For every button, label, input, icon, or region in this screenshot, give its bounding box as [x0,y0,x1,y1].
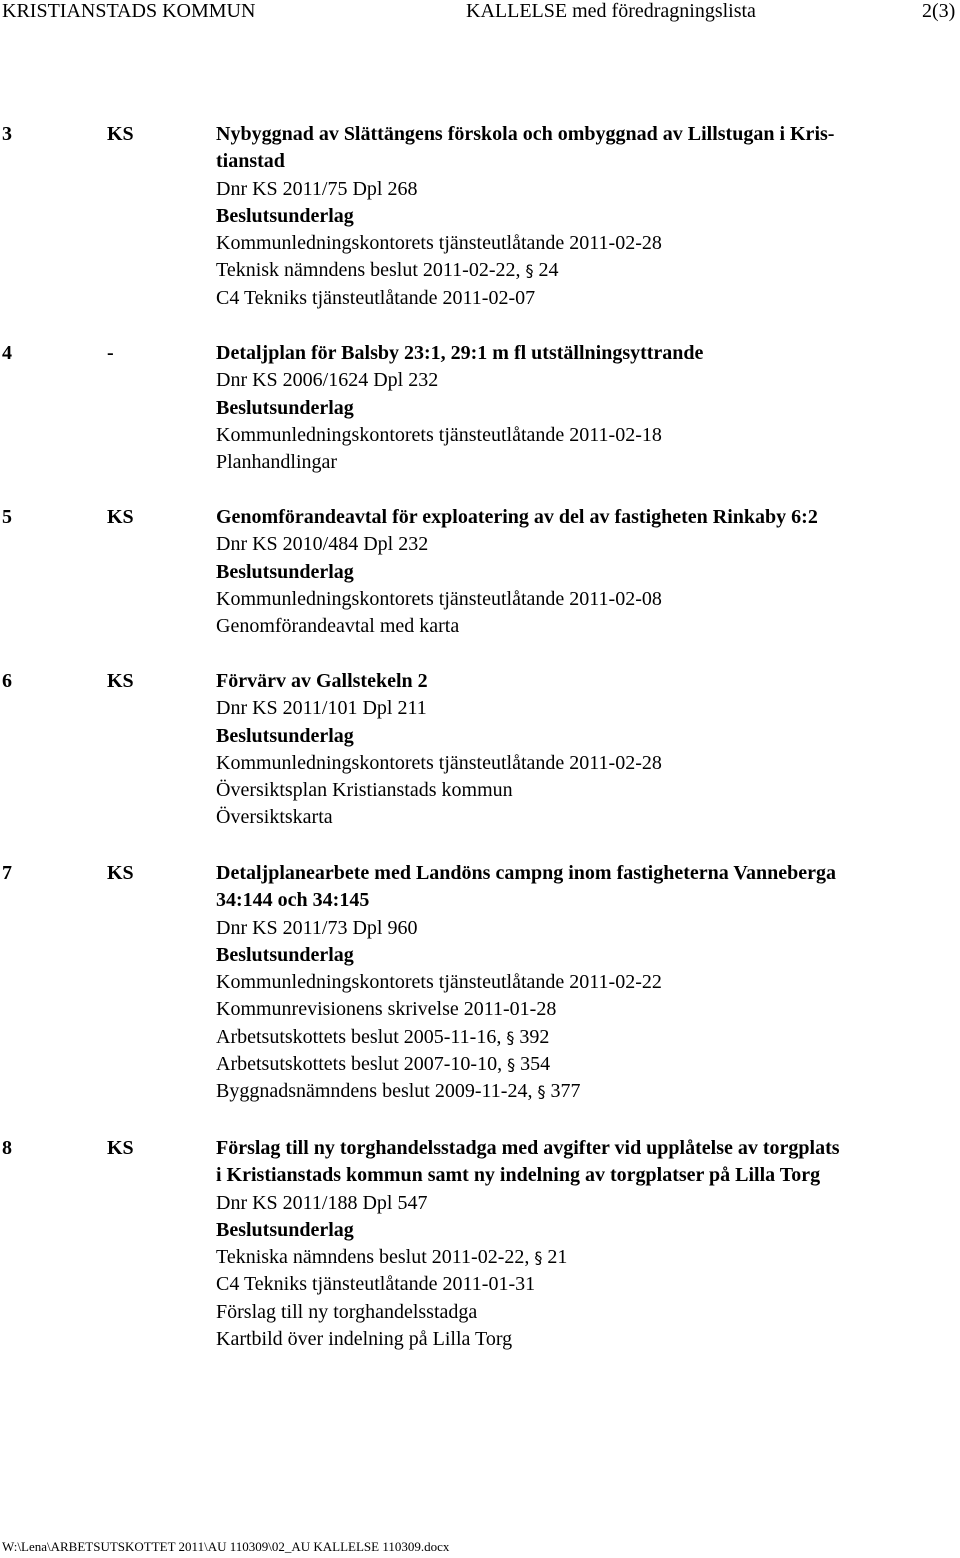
item-text-line [216,1299,960,1326]
item-content [216,121,960,312]
item-heading-line [216,1135,960,1162]
item-content [216,860,960,1106]
line-text: C4 Tekniks tjänsteutlåtande 2011-02-07 [216,286,536,309]
line-text: Översiktsplan Kristianstads kommun [216,779,513,802]
item-text-line [216,285,960,312]
item-heading-line [216,1217,960,1244]
line-text: Byggnadsnämndens beslut 2009-11-24, [216,1080,533,1103]
line-text: 34:144 och 34:145 [216,889,370,912]
item-body-code: KS [107,506,134,528]
item-heading-line [216,504,960,531]
line-text: i Kristianstads kommun samt ny indelning av torgplatser på Lilla Torg [216,1164,821,1187]
section-sign-icon: § [506,1027,515,1047]
item-text-line [216,531,960,558]
item-heading-line [216,340,960,367]
line-text: Förvärv av Gallstekeln 2 [216,670,428,692]
item-text-line [216,695,960,722]
line-text: Genomförandeavtal med karta [216,615,460,638]
line-text: Dnr KS 2010/484 Dpl 232 [216,533,429,556]
item-text-line [216,613,960,640]
line-text: Dnr KS 2011/188 Dpl 547 [216,1191,428,1214]
item-heading-line [216,559,960,586]
line-text: Dnr KS 2006/1624 Dpl 232 [216,369,439,392]
line-text: Beslutsunderlag [216,204,354,227]
section-sign-icon: § [534,1248,543,1268]
item-heading-line [216,1162,960,1189]
line-text: Förslag till ny torghandelsstadga [216,1300,478,1323]
item-content [216,340,960,476]
item-heading-line [216,723,960,750]
item-text-line [216,1051,960,1078]
item-heading-line [216,887,960,914]
item-heading-line [216,860,960,887]
line-text: Arbetsutskottets beslut 2007-10-10, [216,1053,503,1076]
line-text: Genomförandeavtal för exploatering av del av fastigheten Rinkaby 6:2 [216,506,818,528]
line-text: Kommunledningskontorets tjänsteutlåtande 2011-02-28 [216,232,662,255]
item-heading-line [216,121,960,148]
section-number: 21 [547,1246,568,1269]
line-text: Planhandlingar [216,451,338,474]
line-text: Dnr KS 2011/75 Dpl 268 [216,177,418,200]
section-number: 24 [538,259,559,282]
item-number: 5 [2,506,12,528]
item-text-line [216,915,960,942]
line-text: Översiktskarta [216,806,333,829]
item-heading-line [216,942,960,969]
item-text-line [216,230,960,257]
line-text: Kommunledningskontorets tjänsteutlåtande 2011-02-08 [216,587,662,610]
item-heading-line [216,668,960,695]
item-text-line [216,750,960,777]
item-text-line [216,176,960,203]
line-text: Beslutsunderlag [216,396,354,419]
item-body-code: KS [107,123,134,145]
header-organization: KRISTIANSTADS KOMMUN [2,0,256,22]
item-body-code: KS [107,670,134,692]
item-content [216,504,960,640]
line-text: Kartbild över indelning på Lilla Torg [216,1328,513,1351]
line-text: Detaljplan för Balsby 23:1, 29:1 m fl utställningsyttrande [216,342,704,364]
item-text-line [216,422,960,449]
line-text: Teknisk nämndens beslut 2011-02-22, [216,259,521,282]
line-text: Kommunledningskontorets tjänsteutlåtande 2011-02-18 [216,423,662,446]
line-text: Dnr KS 2011/101 Dpl 211 [216,697,427,720]
item-content [216,1135,960,1353]
item-text-line [216,449,960,476]
line-text: Detaljplanearbete med Landöns campng inom fastigheterna Vanneberga [216,862,837,884]
item-number: 7 [2,862,12,884]
line-text: Beslutsunderlag [216,943,354,966]
line-text: Kommunrevisionens skrivelse 2011-01-28 [216,998,557,1021]
line-text: Tekniska nämndens beslut 2011-02-22, [216,1246,530,1269]
section-number: 377 [550,1080,581,1103]
line-text: C4 Tekniks tjänsteutlåtande 2011-01-31 [216,1273,536,1296]
line-text: Beslutsunderlag [216,1218,354,1241]
line-text: tianstad [216,150,285,173]
line-text: Dnr KS 2011/73 Dpl 960 [216,916,418,939]
item-body-code: - [107,342,114,364]
item-number: 8 [2,1137,12,1159]
item-text-line [216,777,960,804]
item-number: 6 [2,670,12,692]
item-text-line [216,1244,960,1271]
section-number: 354 [520,1053,551,1076]
item-text-line [216,1078,960,1105]
item-content [216,668,960,832]
item-number: 4 [2,342,12,364]
section-sign-icon: § [525,261,534,281]
page-header [0,0,960,22]
section-sign-icon: § [507,1055,516,1075]
item-number: 3 [2,123,12,145]
item-heading-line [216,148,960,175]
item-text-line [216,586,960,613]
line-text: Kommunledningskontorets tjänsteutlåtande 2011-02-28 [216,751,662,774]
item-text-line [216,1326,960,1353]
item-text-line [216,996,960,1023]
item-text-line [216,1024,960,1051]
document-path-footer: W:\Lena\ARBETSUTSKOTTET 2011\AU 110309\02_AU KALLELSE 110309.docx [2,1539,450,1554]
item-text-line [216,1271,960,1298]
item-heading-line [216,395,960,422]
header-page-number: 2(3) [922,0,956,22]
section-number: 392 [519,1025,550,1048]
line-text: Arbetsutskottets beslut 2005-11-16, [216,1025,502,1048]
line-text: Nybyggnad av Slättängens förskola och ombyggnad av Lillstugan i Kris- [216,123,835,145]
item-body-code: KS [107,862,134,884]
line-text: Förslag till ny torghandelsstadga med avgifter vid upplåtelse av torgplats [216,1137,840,1159]
item-text-line [216,257,960,284]
item-text-line [216,969,960,996]
item-heading-line [216,203,960,230]
header-title: KALLELSE med föredragningslista [466,0,756,22]
item-text-line [216,367,960,394]
line-text: Beslutsunderlag [216,724,354,747]
section-sign-icon: § [537,1082,546,1102]
item-text-line [216,1190,960,1217]
item-body-code: KS [107,1137,134,1159]
line-text: Beslutsunderlag [216,560,354,583]
line-text: Kommunledningskontorets tjänsteutlåtande 2011-02-22 [216,971,662,994]
item-text-line [216,804,960,831]
